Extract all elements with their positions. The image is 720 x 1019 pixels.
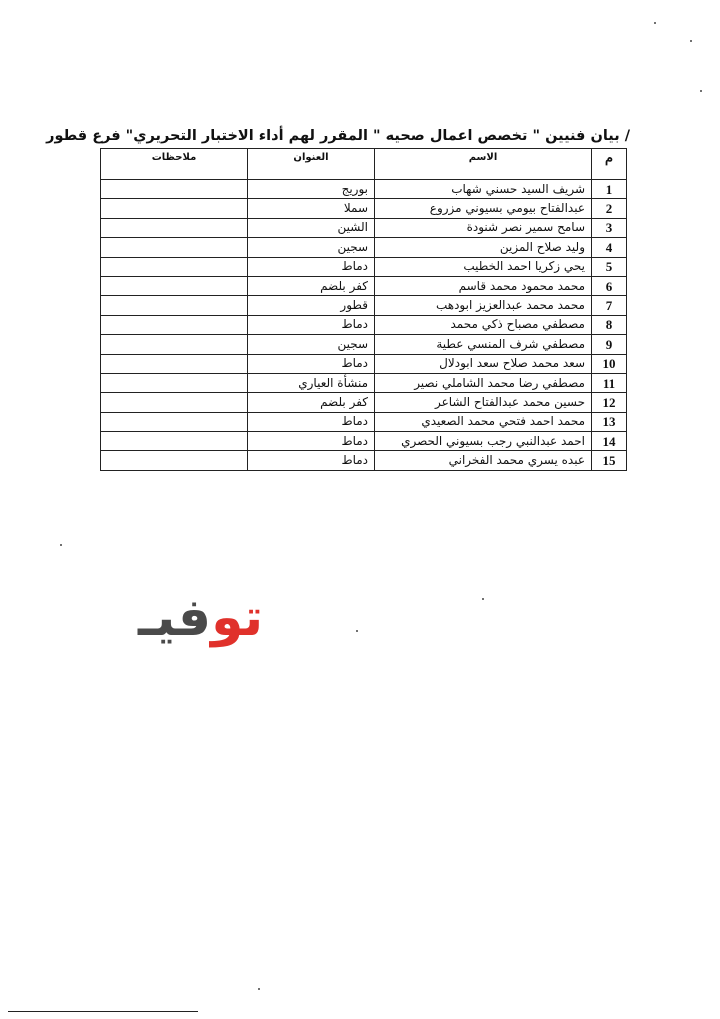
- row-name: محمد محمد عبدالعزيز ابودهب: [375, 296, 592, 315]
- table-row: [101, 393, 627, 412]
- row-notes: [101, 354, 248, 373]
- row-notes: [101, 393, 248, 412]
- scan-speck: [654, 22, 656, 24]
- row-name: شريف السيد حسني شهاب: [375, 180, 592, 199]
- row-name: احمد عبدالنبي رجب بسيوني الحصري: [375, 432, 592, 451]
- table-row: [101, 199, 627, 218]
- scan-speck: [690, 40, 692, 42]
- table-row: [101, 315, 627, 334]
- table-row: [101, 373, 627, 392]
- scan-speck: [258, 988, 260, 990]
- row-number: 10: [592, 354, 627, 373]
- row-address: سجين: [248, 335, 375, 354]
- row-name: عبده يسري محمد الفخراني: [375, 451, 592, 470]
- row-name: محمد محمود محمد قاسم: [375, 276, 592, 295]
- row-address: منشأة العياري: [248, 373, 375, 392]
- table-row: [101, 296, 627, 315]
- row-name: مصطفي شرف المنسي عطية: [375, 335, 592, 354]
- row-name: سامح سمير نصر شنودة: [375, 218, 592, 237]
- row-number: 7: [592, 296, 627, 315]
- table-row: [101, 276, 627, 295]
- row-number: 14: [592, 432, 627, 451]
- scan-speck: [700, 90, 702, 92]
- row-address: الشين: [248, 218, 375, 237]
- row-address: كفر بلضم: [248, 276, 375, 295]
- table-row: [101, 180, 627, 199]
- row-notes: [101, 238, 248, 257]
- row-number: 15: [592, 451, 627, 470]
- technicians-table: [100, 148, 627, 471]
- scan-speck: [60, 544, 62, 546]
- table-row: [101, 432, 627, 451]
- row-name: وليد صلاح المزين: [375, 238, 592, 257]
- row-notes: [101, 451, 248, 470]
- row-name: مصطفي رضا محمد الشاملي نصير: [375, 373, 592, 392]
- row-address: بوريج: [248, 180, 375, 199]
- row-name: مصطفي مصباح ذكي محمد: [375, 315, 592, 334]
- row-number: 8: [592, 315, 627, 334]
- row-address: دماط: [248, 451, 375, 470]
- row-notes: [101, 373, 248, 392]
- row-notes: [101, 218, 248, 237]
- row-number: 5: [592, 257, 627, 276]
- row-name: حسين محمد عبدالفتاح الشاعر: [375, 393, 592, 412]
- table-row: [101, 354, 627, 373]
- scan-speck: [482, 598, 484, 600]
- table-row: [101, 218, 627, 237]
- header-number: م: [592, 149, 627, 180]
- row-name: محمد احمد فتحي محمد الصعيدي: [375, 412, 592, 431]
- row-address: دماط: [248, 412, 375, 431]
- table-row: [101, 451, 627, 470]
- row-number: 2: [592, 199, 627, 218]
- header-address: العنوان: [248, 149, 375, 180]
- row-address: سملا: [248, 199, 375, 218]
- row-notes: [101, 199, 248, 218]
- row-address: كفر بلضم: [248, 393, 375, 412]
- row-address: سجين: [248, 238, 375, 257]
- table-header-row: [101, 149, 627, 180]
- table-row: [101, 257, 627, 276]
- row-number: 6: [592, 276, 627, 295]
- row-notes: [101, 335, 248, 354]
- row-notes: [101, 257, 248, 276]
- row-address: قطور: [248, 296, 375, 315]
- row-number: 9: [592, 335, 627, 354]
- row-name: سعد محمد صلاح سعد ابودلال: [375, 354, 592, 373]
- row-address: دماط: [248, 257, 375, 276]
- header-notes: ملاحظات: [101, 149, 248, 180]
- document-title: / بيان فنيين " تخصص اعمال صحيه " المقرر لهم أداء الاختبار التحريري" فرع قطور: [46, 128, 630, 144]
- footer-line: [8, 1011, 198, 1012]
- table-row: [101, 238, 627, 257]
- row-notes: [101, 180, 248, 199]
- table-row: [101, 335, 627, 354]
- row-notes: [101, 276, 248, 295]
- watermark-logo: توفيـ: [138, 588, 264, 648]
- row-name: يحي زكريا احمد الخطيب: [375, 257, 592, 276]
- header-name: الاسم: [375, 149, 592, 180]
- scan-speck: [356, 630, 358, 632]
- row-number: 12: [592, 393, 627, 412]
- row-address: دماط: [248, 315, 375, 334]
- row-number: 1: [592, 180, 627, 199]
- row-notes: [101, 432, 248, 451]
- row-address: دماط: [248, 354, 375, 373]
- row-number: 4: [592, 238, 627, 257]
- row-number: 11: [592, 373, 627, 392]
- row-name: عبدالفتاح بيومي بسيوني مزروع: [375, 199, 592, 218]
- row-notes: [101, 315, 248, 334]
- row-number: 3: [592, 218, 627, 237]
- table-row: [101, 412, 627, 431]
- row-notes: [101, 412, 248, 431]
- row-address: دماط: [248, 432, 375, 451]
- row-notes: [101, 296, 248, 315]
- row-number: 13: [592, 412, 627, 431]
